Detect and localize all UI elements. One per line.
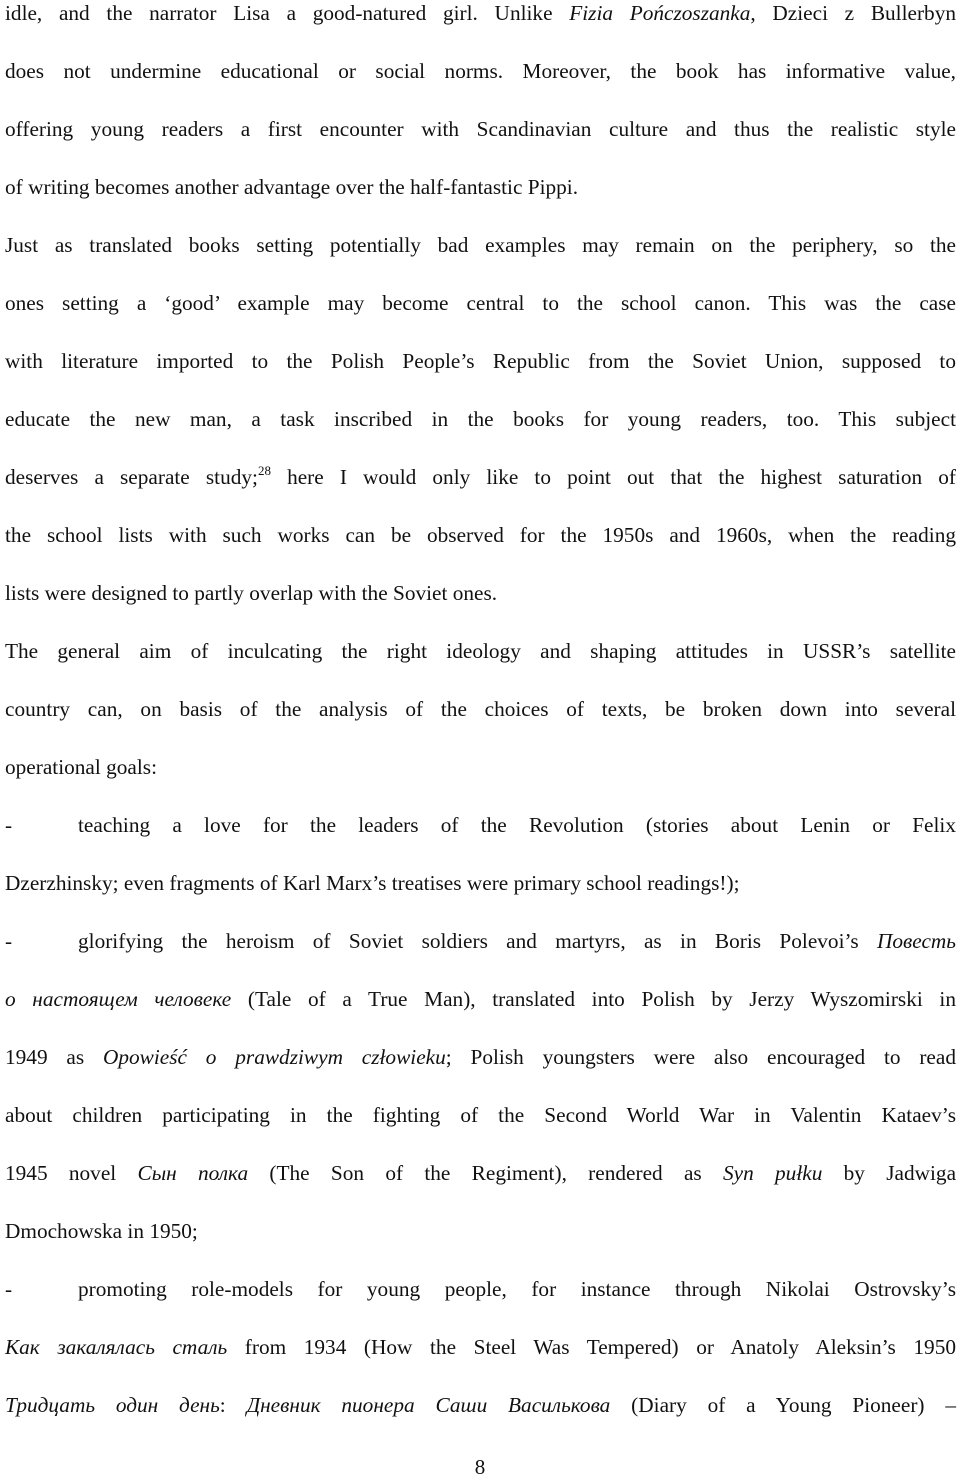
list-item-2-line-5: 1945 novel Сын полка (The Son of the Regiment), rendered as Syn pułku by Jadwiga — [5, 1161, 957, 1185]
footnote-ref: 28 — [257, 463, 271, 478]
book-title: Дневник пионера Саши Василькова — [246, 1393, 611, 1417]
text-line-4: of writing becomes another advantage over the half-fantastic Pippi. — [5, 175, 579, 199]
list-item-2-line-3: 1949 as Opowieść o prawdziwym człowieku; Polish youngsters were also encouraged to read — [5, 1045, 956, 1069]
text-line-8: educate the new man, a task inscribed in the books for young readers, too. This subject — [5, 407, 956, 431]
text-line-12: The general aim of inculcating the right ideology and shaping attitudes in USSR’s satellite — [5, 639, 956, 663]
book-title: Повесть — [877, 929, 956, 953]
text-line-10: the school lists with such works can be observed for the 1950s and 1960s, when the reading — [5, 523, 956, 547]
list-item-1-line-2: Dzerzhinsky; even fragments of Karl Marx’s treatises were primary school readings!); — [5, 871, 740, 895]
list-dash: - — [5, 929, 13, 953]
book-title: Тридцать один день — [5, 1393, 220, 1417]
list-item-3-line-2: Как закалялась сталь from 1934 (How the Steel Was Tempered) or Anatoly Aleksin’s 1950 — [5, 1335, 956, 1359]
list-item-2-line-4: about children participating in the fighting of the Second World War in Valentin Kataev’s — [5, 1103, 956, 1127]
book-title: о настоящем человеке — [5, 987, 232, 1011]
list-item-3-line-3: Тридцать один день: Дневник пионера Саши Василькова (Diary of a Young Pioneer) – — [5, 1393, 956, 1417]
text-line-5: Just as translated books setting potentially bad examples may remain on the periphery, so the — [5, 233, 956, 257]
text-line-1: idle, and the narrator Lisa a good-natured girl. Unlike Fizia Pończoszanka, Dzieci z Bullerbyn — [5, 1, 957, 25]
book-title: Fizia Pończoszanka — [569, 1, 751, 25]
text-line-7: with literature imported to the Polish People’s Republic from the Soviet Union, supposed to — [5, 349, 956, 373]
book-title: Как закалялась сталь — [5, 1335, 228, 1359]
text-line-14: operational goals: — [5, 755, 157, 779]
text-line-9: deserves a separate study;$^{28}$ here I would only like to point out that the highest saturation of — [5, 463, 956, 489]
list-dash: - — [5, 813, 13, 837]
list-item-2-line-6: Dmochowska in 1950; — [5, 1219, 198, 1243]
text-line-3: offering young readers a first encounter with Scandinavian culture and thus the realistic style — [5, 117, 956, 141]
list-dash: - — [5, 1277, 13, 1301]
book-title: Opowieść o prawdziwym człowieku — [102, 1045, 446, 1069]
book-title: Сын полка — [137, 1161, 249, 1185]
list-item-2-line-2: о настоящем человеке (Tale of a True Man), translated into Polish by Jerzy Wyszomirski in — [5, 987, 956, 1011]
page-number: 8 — [474, 1455, 486, 1479]
text-line-11: lists were designed to partly overlap with the Soviet ones. — [5, 581, 498, 605]
text-line-13: country can, on basis of the analysis of the choices of texts, be broken down into several — [5, 697, 956, 721]
text-line-2: does not undermine educational or social norms. Moreover, the book has informative value, — [5, 59, 956, 83]
book-title: Syn pułku — [723, 1161, 823, 1185]
text-line-6: ones setting a ‘good’ example may become central to the school canon. This was the case — [5, 291, 956, 315]
